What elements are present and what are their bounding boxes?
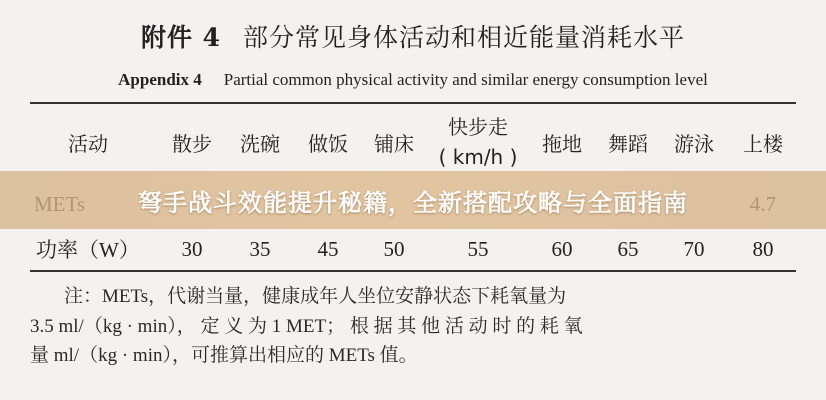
header-fast-walk-unit: ( km/h ) (438, 145, 518, 169)
table-power-row (30, 229, 796, 269)
power-value: 30 (181, 236, 203, 261)
header-col-stairs: 上楼 (743, 131, 783, 156)
power-value: 45 (317, 236, 339, 261)
note-line-2: 3.5 ml/（kg · min）， 定 义 为 1 MET； 根 据 其 他 活 动 时 的 耗 氧 (30, 316, 583, 337)
power-value: 35 (249, 236, 271, 261)
header-col-walk: 散步 (172, 131, 212, 156)
table-header-row (30, 115, 796, 169)
title-english (0, 70, 826, 90)
header-fast-walk-label: 快步走 (448, 115, 508, 139)
power-value: 50 (383, 236, 405, 261)
note-line-3: 量 ml/（kg · min），可推算出相应的 METs 值。 (30, 345, 418, 366)
title-cn-text: 部分常见身体活动和相近能量消耗水平 (243, 23, 686, 52)
note-line-1: 注：METs，代谢当量，健康成年人坐位安静状态下耗氧量为 (64, 286, 567, 307)
header-col-mopping: 拖地 (542, 131, 582, 156)
power-value: 55 (467, 236, 489, 261)
table-bottom-rule (30, 270, 796, 272)
power-value: 70 (683, 236, 705, 261)
header-activity-label: 活动 (68, 131, 108, 156)
header-col-cooking: 做饭 (308, 131, 348, 156)
power-row-label: 功率（W） (36, 238, 140, 262)
power-value: 80 (752, 236, 774, 261)
title-chinese (0, 18, 826, 54)
power-value: 65 (617, 236, 639, 261)
header-col-dance: 舞蹈 (608, 131, 648, 156)
header-col-dishes: 洗碗 (240, 131, 280, 156)
title-en-text: Partial common physical activity and similar energy consumption level (223, 70, 708, 89)
table-top-rule (30, 102, 796, 104)
appendix-label-en: Appendix 4 (118, 70, 202, 89)
header-col-fast-walk (428, 110, 528, 174)
header-col-swimming: 游泳 (674, 131, 714, 156)
power-value: 60 (551, 236, 573, 261)
overlay-banner-text: 弩手战斗效能提升秘籍，全新搭配攻略与全面指南 (138, 188, 688, 217)
appendix-label-cn: 附件 4 (140, 23, 222, 52)
header-col-making-bed: 铺床 (374, 131, 414, 156)
